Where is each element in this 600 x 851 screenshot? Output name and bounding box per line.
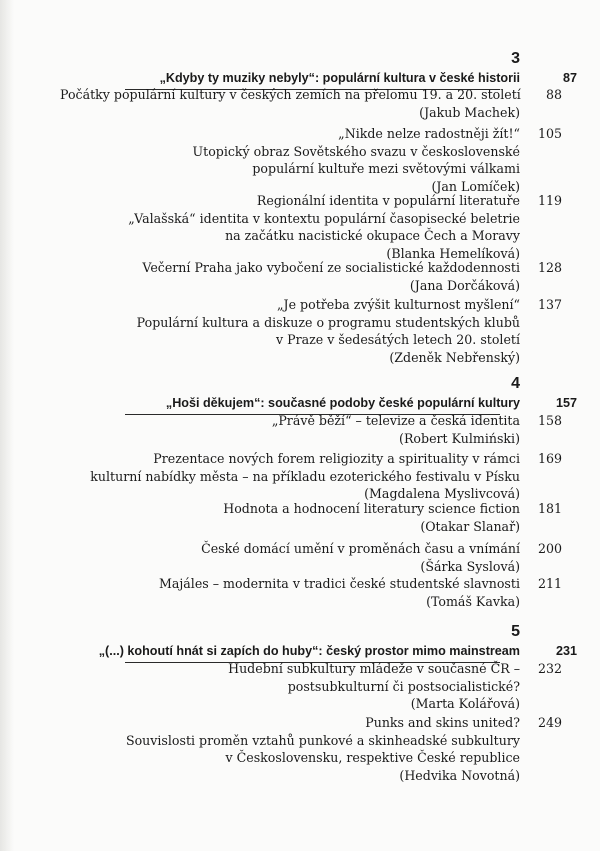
entry-author: (Jakub Machek) <box>419 104 520 120</box>
section-heading <box>0 68 600 88</box>
entry-page-number: 105 <box>537 126 562 141</box>
entry-title-line: „Nikde nelze radostněji žít!“ <box>338 126 520 141</box>
entry-title-line: populární kultuře mezi světovými válkami <box>252 161 520 176</box>
entry-title-line: Punks and skins united? <box>365 715 520 730</box>
entry-author: (Jana Dorčáková) <box>409 277 520 293</box>
entry-page-number: 181 <box>537 501 562 516</box>
entry-page-number: 249 <box>537 715 562 730</box>
entry-title-line: Hodnota a hodnocení literatury science fiction <box>223 501 520 516</box>
entry-title-line: v Československu, respektive České republice <box>225 750 520 765</box>
entry-page-number: 158 <box>537 413 562 428</box>
section-page-number: 87 <box>562 71 577 85</box>
entry-title-line: na začátku nacistické okupace Čech a Moravy <box>225 228 520 243</box>
entry-title-line: kulturní nabídky města – na příkladu ezoterického festivalu v Písku <box>90 468 520 484</box>
entry-title-line: Hudební subkultury mládeže v současné ČR – <box>228 661 520 676</box>
entry-author: (Zdeněk Nebřenský) <box>389 349 520 365</box>
entry-title-line: Souvislosti proměn vztahů punkové a skinheadské subkultury <box>125 732 520 748</box>
entry-title-line: Regionální identita v populární literatuře <box>256 193 520 208</box>
section-page-number: 157 <box>555 396 577 410</box>
entry-title-line: „Je potřeba zvýšit kulturnost myšlení“ <box>277 297 520 312</box>
section-heading <box>0 641 600 661</box>
section-number: 5 <box>511 623 520 640</box>
entry-page-number: 169 <box>537 451 562 466</box>
entry-author: (Blanka Hemelíková) <box>386 245 520 261</box>
section-title: „(...) kohoutí hnát si zapích do huby“: český prostor mimo mainstream <box>98 644 520 658</box>
section-heading <box>0 393 600 413</box>
entry-page-number: 232 <box>537 661 562 676</box>
entry-author: (Robert Kulmiński) <box>399 430 520 446</box>
scan-shadow <box>0 0 14 851</box>
entry-author: (Šárka Syslová) <box>420 558 520 574</box>
entry-page-number: 211 <box>537 576 562 591</box>
entry-title-line: v Praze v šedesátých letech 20. století <box>276 332 520 347</box>
entry-author: (Jan Lomíček) <box>431 178 520 194</box>
entry-title-line: Utopický obraz Sovětského svazu v československé <box>192 143 520 159</box>
entry-author: (Hedvika Novotná) <box>399 767 520 783</box>
entry-title-line: Počátky populární kultury v českých zemích na přelomu 19. a 20. století <box>60 87 521 102</box>
entry-title-line: „Valašská“ identita v kontextu populární časopisecké beletrie <box>128 210 520 226</box>
entry-title-line: „Právě běží“ – televize a česká identita <box>271 413 520 428</box>
entry-title-line: postsubkulturní či postsocialistické? <box>287 678 520 694</box>
entry-title-line: Prezentace nových forem religiozity a spirituality v rámci <box>153 451 520 466</box>
section-number: 3 <box>511 50 520 67</box>
entry-page-number: 119 <box>537 193 562 208</box>
section-page-number: 231 <box>555 644 577 658</box>
entry-title-line: České domácí umění v proměnách času a vnímání <box>201 541 520 556</box>
section-number: 4 <box>511 375 520 392</box>
entry-title-line: Večerní Praha jako vybočení ze socialistické každodennosti <box>142 260 520 275</box>
entry-author: (Otakar Slanař) <box>420 518 520 534</box>
entry-title-line: Majáles – modernita v tradici české studentské slavnosti <box>158 576 520 591</box>
entry-page-number: 200 <box>537 541 562 556</box>
entry-page-number: 137 <box>537 297 562 312</box>
entry-page-number: 128 <box>537 260 562 275</box>
entry-author: (Tomáš Kavka) <box>426 593 520 609</box>
section-title: „Hoši děkujem“: současné podoby české populární kultury <box>165 396 520 410</box>
entry-author: (Marta Kolářová) <box>410 696 520 711</box>
entry-title-line: Populární kultura a diskuze o programu studentských klubů <box>136 314 520 330</box>
entry-author: (Magdalena Myslivcová) <box>364 486 520 501</box>
section-title: „Kdyby ty muziky nebyly“: populární kultura v české historii <box>159 71 520 85</box>
entry-page-number: 88 <box>545 87 562 102</box>
